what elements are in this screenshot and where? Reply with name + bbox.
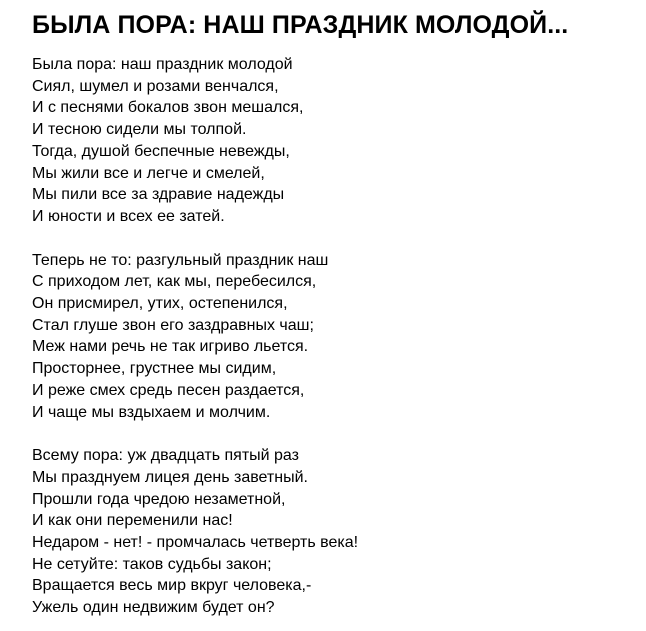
poem-line: Он присмирел, утих, остепенился, — [32, 295, 288, 313]
poem-line: Не сетуйте: таков судьбы закон; — [32, 555, 272, 573]
poem-line: Всему пора: уж двадцать пятый раз — [32, 447, 299, 465]
stanza-1 — [32, 54, 626, 228]
poem-line: И юности и всех ее затей. — [32, 207, 225, 225]
stanza-3 — [32, 445, 626, 619]
poem-line: Недаром - нет! - промчалась четверть века! — [32, 534, 359, 552]
stanza-2 — [32, 250, 626, 424]
poem-line: Просторнее, грустнее мы сидим, — [32, 360, 277, 378]
poem-line: И тесною сидели мы толпой. — [32, 121, 247, 139]
poem-line: Ужель один недвижим будет он? — [32, 599, 275, 617]
poem-line: Меж нами речь не так игриво льется. — [32, 338, 309, 356]
poem-line: Мы празднуем лицея день заветный. — [32, 468, 308, 486]
poem-line: Теперь не то: разгульный праздник наш — [32, 251, 329, 269]
poem-line: И чаще мы вздыхаем и молчим. — [32, 403, 271, 421]
poem-line: И с песнями бокалов звон мешался, — [32, 99, 304, 117]
poem-line: С приходом лет, как мы, перебесился, — [32, 273, 317, 291]
poem-body — [32, 54, 626, 619]
poem-line: Сиял, шумел и розами венчался, — [32, 77, 279, 95]
poem-line: И как они переменили нас! — [32, 512, 233, 530]
poem-line: Мы пили все за здравие надежды — [32, 186, 285, 204]
poem-line: Тогда, душой беспечные невежды, — [32, 142, 290, 160]
poem-line: Мы жили все и легче и смелей, — [32, 164, 265, 182]
poem-line: И реже смех средь песен раздается, — [32, 381, 305, 399]
poem-line: Прошли года чредою незаметной, — [32, 490, 286, 508]
poem-title: БЫЛА ПОРА: НАШ ПРАЗДНИК МОЛОДОЙ... — [32, 11, 569, 39]
poem-line: Вращается весь мир вкруг человека,- — [32, 577, 312, 595]
poem-line: Стал глуше звон его заздравных чаш; — [32, 316, 314, 334]
poem-line: Была пора: наш праздник молодой — [32, 56, 293, 73]
